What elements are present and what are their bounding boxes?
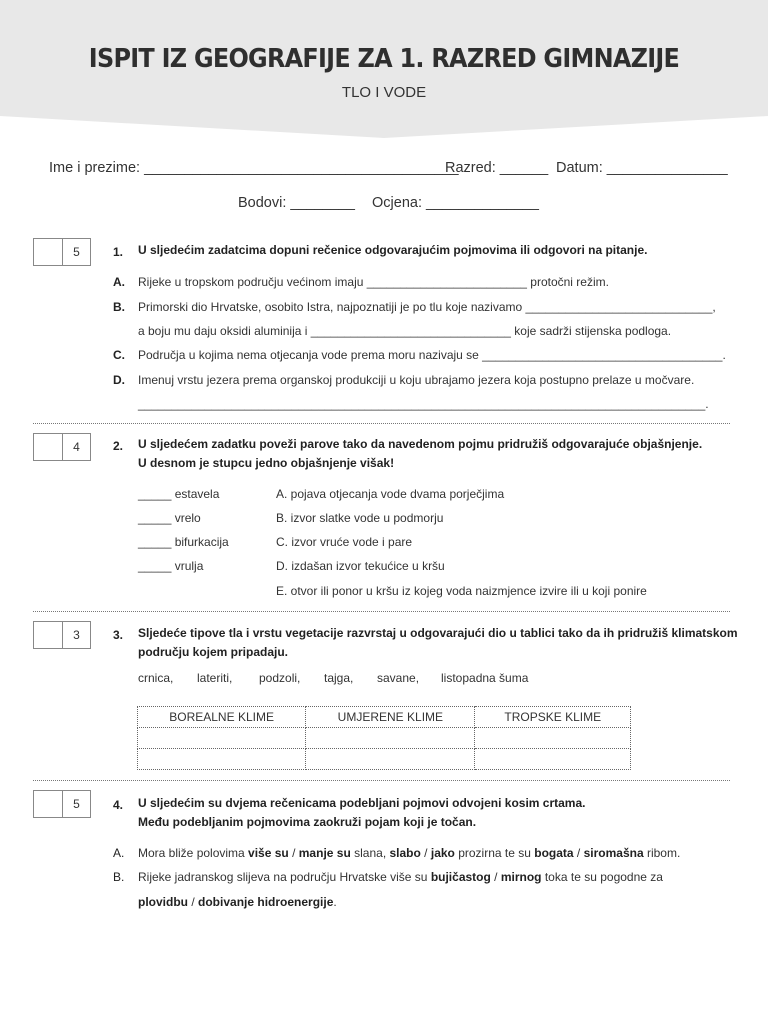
q2-instruction-line1: U sljedećem zadatku poveži parove tako da navedenom pojmu pridružiš odgovarajuće objašnjenje.: [138, 437, 703, 451]
q4a-option[interactable]: siromašna: [583, 846, 644, 860]
q1-item-letter: A.: [113, 275, 125, 289]
q4-instruction-line2: Među podebljanim pojmovima zaokruži pojam koji je točan.: [138, 815, 477, 829]
climate-table: [137, 706, 631, 770]
q3-term: savane,: [377, 671, 420, 685]
q3-number: 3.: [113, 628, 124, 642]
date-field[interactable]: Datum: _______________: [556, 160, 728, 176]
q4-item-letter: A.: [113, 846, 125, 860]
q4a-slash: /: [573, 846, 584, 860]
q2-explanation: A. pojava otjecanja vode dvama porječjima: [276, 487, 505, 501]
table-header-cell: TROPSKE KLIME: [475, 707, 631, 728]
table-header-cell: UMJERENE KLIME: [306, 707, 475, 728]
table-answer-cell[interactable]: [138, 749, 306, 770]
q1-item-b-line1: Primorski dio Hrvatske, osobito Istra, najpoznatiji je po tlu koje nazivamo ____________________________,: [138, 300, 716, 314]
q4a-text: prozirna te su: [454, 846, 535, 860]
q4a-option[interactable]: bogata: [534, 846, 574, 860]
q3-max-points: 3: [73, 628, 80, 642]
q2-term: _____ estavela: [138, 487, 220, 501]
table-header-cell: BOREALNE KLIME: [138, 707, 306, 728]
q1-item-c: Područja u kojima nema otjecanja vode prema moru nazivaju se ____________________________________.: [138, 348, 726, 362]
table-answer-cell[interactable]: [306, 728, 475, 749]
section-divider: [33, 780, 730, 781]
q4a-option[interactable]: manje su: [298, 846, 351, 860]
q4a-text: Mora bliže polovima: [138, 846, 249, 860]
q2-explanation: B. izvor slatke vode u podmorju: [276, 511, 444, 525]
q2-explanation: D. izdašan izvor tekućice u kršu: [276, 559, 445, 573]
q3-score-input[interactable]: [34, 622, 63, 648]
q4b-text: .: [333, 895, 337, 909]
q2-score-input[interactable]: [34, 434, 63, 460]
q1-instruction: U sljedećim zadatcima dopuni rečenice odgovarajućim pojmovima ili odgovori na pitanje.: [138, 243, 648, 257]
q1-score-input[interactable]: [34, 239, 63, 265]
q4a-text: ribom.: [643, 846, 681, 860]
q4b-text: toka te su pogodne za: [541, 870, 663, 884]
q3-term: podzoli,: [259, 671, 301, 685]
q3-score-box[interactable]: [33, 621, 91, 649]
q4-number: 4.: [113, 798, 124, 812]
q4a-slash: /: [420, 846, 431, 860]
q1-item-d-line1: Imenuj vrstu jezera prema organskoj produkciji u koju ubrajamo jezera koja postupno prelaze u močvare.: [138, 373, 695, 387]
name-field[interactable]: Ime i prezime: _______________________________________: [49, 160, 459, 176]
q3-term: listopadna šuma: [441, 671, 529, 685]
q2-explanation: E. otvor ili ponor u kršu iz kojeg voda naizmjence izvire ili u koji ponire: [276, 584, 647, 598]
page-title: ISPIT IZ GEOGRAFIJE ZA 1. RAZRED GIMNAZIJE: [88, 44, 680, 74]
q4b-slash: /: [490, 870, 501, 884]
q3-term: lateriti,: [197, 671, 233, 685]
q4a-text: slana,: [350, 846, 390, 860]
q3-term: crnica,: [138, 671, 174, 685]
q3-instruction-line1: Sljedeće tipove tla i vrstu vegetacije razvrstaj u odgovarajući dio u tablici tako da ih pridružiš klimatskom: [138, 626, 738, 640]
table-answer-cell[interactable]: [306, 749, 475, 770]
table-row: [138, 749, 631, 770]
q3-term: tajga,: [324, 671, 354, 685]
section-divider: [33, 611, 730, 612]
q4a-option[interactable]: jako: [430, 846, 455, 860]
q4-score-input[interactable]: [34, 791, 63, 817]
table-header-row: [138, 707, 631, 728]
header-band: [0, 0, 768, 140]
page-subtitle: TLO I VODE: [341, 84, 427, 101]
q4a-option[interactable]: više su: [248, 846, 289, 860]
q4b-option[interactable]: plovidbu: [138, 895, 188, 909]
class-field[interactable]: Razred: ______: [445, 160, 549, 176]
points-field[interactable]: Bodovi: ________: [238, 195, 355, 211]
q1-number: 1.: [113, 245, 124, 259]
q4-item-a: [138, 846, 680, 860]
q2-term: _____ vrelo: [138, 511, 201, 525]
q3-instruction-line2: području kojem pripadaju.: [138, 645, 289, 659]
q4a-option[interactable]: slabo: [389, 846, 421, 860]
q1-item-letter: B.: [113, 300, 125, 314]
q1-item-letter: D.: [113, 373, 125, 387]
table-answer-cell[interactable]: [475, 749, 631, 770]
table-row: [138, 728, 631, 749]
q4a-slash: /: [288, 846, 299, 860]
q1-item-letter: C.: [113, 348, 125, 362]
table-answer-cell[interactable]: [475, 728, 631, 749]
section-divider: [33, 423, 730, 424]
grade-field[interactable]: Ocjena: ______________: [372, 195, 539, 211]
q2-instruction-line2: U desnom je stupcu jedno objašnjenje višak!: [138, 456, 395, 470]
q4b-option[interactable]: bujičastog: [430, 870, 491, 884]
q1-item-b-line2: a boju mu daju oksidi aluminija i ______________________________ koje sadrži stijenska podloga.: [138, 324, 672, 338]
q2-number: 2.: [113, 439, 124, 453]
q4b-slash: /: [188, 895, 199, 909]
q1-score-box[interactable]: [33, 238, 91, 266]
q4-item-b-line1: [138, 870, 663, 884]
q4-score-box[interactable]: [33, 790, 91, 818]
q2-score-box[interactable]: [33, 433, 91, 461]
q1-item-d-answer-line: _____________________________________________________________________________________.: [138, 397, 709, 411]
q1-max-points: 5: [73, 245, 80, 259]
q2-explanation: C. izvor vruće vode i pare: [276, 535, 413, 549]
q2-max-points: 4: [73, 440, 80, 454]
q4b-option[interactable]: dobivanje hidroenergije: [198, 895, 334, 909]
q4b-option[interactable]: mirnog: [500, 870, 542, 884]
q4-instruction-line1: U sljedećim su dvjema rečenicama podebljani pojmovi odvojeni kosim crtama.: [138, 796, 586, 810]
q4-item-letter: B.: [113, 870, 125, 884]
q1-item-a: Rijeke u tropskom području većinom imaju ________________________ protočni režim.: [138, 275, 609, 289]
table-answer-cell[interactable]: [138, 728, 306, 749]
q4-item-b-line2: [138, 895, 337, 909]
q2-term: _____ vrulja: [138, 559, 204, 573]
q4b-text: Rijeke jadranskog slijeva na području Hrvatske više su: [138, 870, 431, 884]
q4-max-points: 5: [73, 797, 80, 811]
q2-term: _____ bifurkacija: [138, 535, 229, 549]
